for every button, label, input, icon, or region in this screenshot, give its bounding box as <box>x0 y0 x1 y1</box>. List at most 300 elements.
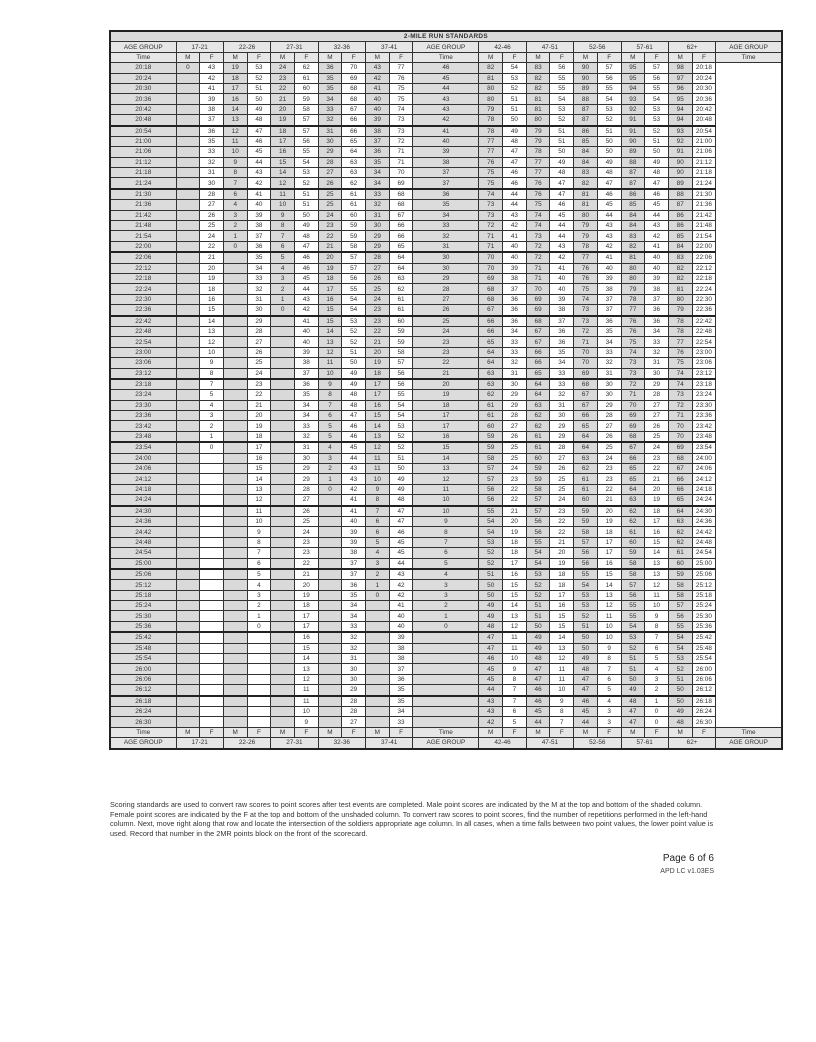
male-score-cell: 5 <box>271 252 295 263</box>
male-score-cell: 14 <box>318 326 342 336</box>
male-score-cell: 41 <box>366 83 390 93</box>
time-cell: 13 <box>413 464 479 474</box>
male-score-cell: 20 <box>366 347 390 357</box>
male-score-cell: 48 <box>621 696 645 707</box>
age-group-27-31: 27-31 <box>271 738 318 749</box>
female-score-cell: 54 <box>294 157 318 167</box>
female-label: F <box>503 52 527 62</box>
male-score-cell: 1 <box>318 474 342 484</box>
female-score-cell: 60 <box>389 316 413 327</box>
female-score-cell: 21:36 <box>692 200 716 210</box>
male-score-cell: 64 <box>526 379 550 390</box>
male-score-cell: 8 <box>318 390 342 400</box>
male-score-cell: 52 <box>574 611 598 621</box>
male-score-cell: 49 <box>574 654 598 664</box>
female-score-cell: 51 <box>294 200 318 210</box>
male-score-cell: 0 <box>271 305 295 316</box>
male-score-cell: 5 <box>318 421 342 431</box>
female-score-cell: 23 <box>503 474 527 484</box>
female-score-cell: 3 <box>597 707 621 717</box>
male-score-cell <box>318 621 342 632</box>
male-score-cell: 19 <box>223 63 247 73</box>
female-score-cell: 28 <box>342 696 366 707</box>
female-score-cell: 36 <box>200 126 224 137</box>
female-score-cell: 45 <box>597 200 621 210</box>
female-score-cell: 32 <box>200 157 224 167</box>
male-score-cell <box>223 707 247 717</box>
female-score-cell: 60 <box>294 83 318 93</box>
female-score-cell: 30 <box>597 390 621 400</box>
female-score-cell <box>200 580 224 590</box>
female-score-cell: 21 <box>550 537 574 547</box>
time-label: Time <box>413 52 479 62</box>
male-score-cell: 46 <box>526 685 550 696</box>
male-score-cell: 90 <box>668 168 692 178</box>
male-score-cell: 22 <box>318 231 342 241</box>
male-score-cell: 16 <box>271 147 295 157</box>
time-cell: 30 <box>413 252 479 263</box>
male-score-cell: 54 <box>526 548 550 558</box>
male-score-cell: 51 <box>574 621 598 632</box>
female-score-cell: 40 <box>389 611 413 621</box>
male-score-cell: 73 <box>526 231 550 241</box>
female-score-cell: 30 <box>342 664 366 674</box>
male-score-cell: 67 <box>668 464 692 474</box>
female-score-cell: 49 <box>247 104 271 114</box>
male-score-cell: 56 <box>668 611 692 621</box>
female-score-cell: 28 <box>597 411 621 421</box>
male-score-cell: 92 <box>668 136 692 146</box>
male-score-cell <box>271 654 295 664</box>
female-score-cell: 23:42 <box>692 421 716 431</box>
female-score-cell: 69 <box>389 178 413 189</box>
male-score-cell: 10 <box>318 368 342 379</box>
male-score-cell <box>176 411 200 421</box>
male-score-cell <box>223 347 247 357</box>
male-score-cell: 56 <box>526 527 550 537</box>
male-score-cell <box>223 548 247 558</box>
male-score-cell: 71 <box>668 411 692 421</box>
female-score-cell: 46 <box>597 189 621 200</box>
male-score-cell: 78 <box>668 316 692 327</box>
male-score-cell: 51 <box>526 601 550 611</box>
female-label: F <box>342 727 366 737</box>
female-score-cell: 32 <box>247 284 271 294</box>
male-score-cell: 34 <box>318 94 342 104</box>
female-score-cell: 68 <box>389 189 413 200</box>
male-score-cell: 62 <box>526 421 550 431</box>
time-cell: 37 <box>413 178 479 189</box>
female-score-cell: 73 <box>389 126 413 137</box>
female-score-cell: 66 <box>389 231 413 241</box>
female-score-cell: 25:18 <box>692 590 716 600</box>
time-cell: 20:54 <box>110 126 176 137</box>
female-score-cell: 19 <box>597 516 621 526</box>
male-score-cell: 48 <box>668 717 692 727</box>
male-score-cell: 14 <box>223 104 247 114</box>
time-cell: 3 <box>413 590 479 600</box>
male-score-cell: 45 <box>479 664 503 674</box>
male-score-cell <box>223 696 247 707</box>
male-score-cell: 35 <box>318 73 342 83</box>
male-label: M <box>318 727 342 737</box>
male-score-cell <box>271 400 295 410</box>
version-label: APD LC v1.03ES <box>660 868 714 875</box>
female-score-cell: 49 <box>645 157 669 167</box>
table-row <box>110 707 782 717</box>
female-score-cell: 47 <box>389 516 413 526</box>
table-row <box>110 273 782 283</box>
female-score-cell: 15 <box>597 569 621 580</box>
female-score-cell: 25 <box>503 453 527 463</box>
male-score-cell: 96 <box>668 83 692 93</box>
male-score-cell: 61 <box>574 484 598 494</box>
female-score-cell: 8 <box>645 621 669 632</box>
male-score-cell <box>176 126 200 137</box>
male-score-cell <box>176 337 200 347</box>
female-score-cell: 52 <box>342 337 366 347</box>
female-score-cell: 51 <box>550 136 574 146</box>
female-score-cell: 61 <box>342 189 366 200</box>
female-score-cell: 22 <box>550 527 574 537</box>
male-score-cell: 18 <box>366 368 390 379</box>
female-score-cell: 29 <box>597 400 621 410</box>
male-score-cell: 71 <box>621 390 645 400</box>
male-score-cell: 35 <box>366 157 390 167</box>
female-score-cell <box>200 632 224 643</box>
female-score-cell: 70 <box>342 63 366 73</box>
time-cell: 21:42 <box>110 210 176 220</box>
male-score-cell <box>318 643 342 653</box>
time-cell: 27 <box>413 294 479 304</box>
male-score-cell: 53 <box>574 601 598 611</box>
male-score-cell <box>223 263 247 273</box>
male-score-cell: 77 <box>479 136 503 146</box>
male-score-cell: 73 <box>574 305 598 316</box>
male-score-cell <box>366 717 390 727</box>
female-score-cell: 49 <box>503 126 527 137</box>
female-score-cell: 31 <box>342 654 366 664</box>
male-label: M <box>621 52 645 62</box>
female-score-cell: 18 <box>247 431 271 442</box>
female-score-cell: 7 <box>550 717 574 727</box>
female-score-cell: 10 <box>597 632 621 643</box>
male-score-cell: 36 <box>318 63 342 73</box>
male-score-cell: 50 <box>621 674 645 684</box>
female-score-cell <box>200 453 224 463</box>
female-score-cell: 25 <box>503 442 527 453</box>
female-score-cell: 20:18 <box>692 63 716 73</box>
male-score-cell: 57 <box>526 506 550 517</box>
time-cell: 43 <box>413 104 479 114</box>
male-score-cell: 73 <box>479 200 503 210</box>
female-score-cell: 20 <box>247 411 271 421</box>
male-score-cell <box>223 664 247 674</box>
male-label: M <box>574 727 598 737</box>
female-score-cell: 43 <box>342 474 366 484</box>
male-score-cell: 15 <box>366 411 390 421</box>
female-score-cell: 37 <box>294 368 318 379</box>
time-cell <box>413 632 479 643</box>
female-score-cell: 42 <box>200 73 224 83</box>
female-score-cell: 56 <box>645 73 669 83</box>
female-score-cell: 15 <box>550 611 574 621</box>
female-score-cell: 34 <box>389 707 413 717</box>
male-score-cell: 26 <box>366 273 390 283</box>
male-score-cell <box>271 516 295 526</box>
female-score-cell: 47 <box>503 157 527 167</box>
table-row <box>110 442 782 453</box>
female-score-cell: 21 <box>247 400 271 410</box>
male-score-cell: 74 <box>479 189 503 200</box>
female-score-cell: 9 <box>645 611 669 621</box>
time-cell: 43 <box>413 94 479 104</box>
female-score-cell: 48 <box>597 168 621 178</box>
female-score-cell: 20 <box>550 548 574 558</box>
female-score-cell: 17 <box>597 548 621 558</box>
female-score-cell: 43 <box>597 231 621 241</box>
male-score-cell: 50 <box>526 621 550 632</box>
male-score-cell <box>271 632 295 643</box>
male-score-cell <box>223 421 247 431</box>
male-score-cell: 79 <box>574 231 598 241</box>
male-score-cell: 52 <box>479 558 503 569</box>
male-score-cell <box>318 590 342 600</box>
time-cell: 25:06 <box>110 569 176 580</box>
female-score-cell: 5 <box>247 569 271 580</box>
male-score-cell: 29 <box>366 231 390 241</box>
male-score-cell: 13 <box>366 431 390 442</box>
male-score-cell: 74 <box>574 294 598 304</box>
female-score-cell: 75 <box>389 94 413 104</box>
male-score-cell: 95 <box>621 73 645 83</box>
female-score-cell: 22 <box>200 241 224 252</box>
female-score-cell: 71 <box>389 147 413 157</box>
male-score-cell: 75 <box>621 337 645 347</box>
female-score-cell: 23 <box>597 464 621 474</box>
male-score-cell: 3 <box>366 558 390 569</box>
female-score-cell: 54 <box>597 94 621 104</box>
male-label: M <box>271 727 295 737</box>
male-score-cell: 89 <box>668 178 692 189</box>
time-cell: 39 <box>413 147 479 157</box>
male-score-cell: 37 <box>366 136 390 146</box>
female-score-cell: 46 <box>550 200 574 210</box>
female-score-cell: 6 <box>597 674 621 684</box>
male-score-cell: 68 <box>668 453 692 463</box>
female-score-cell: 27 <box>550 453 574 463</box>
female-score-cell: 60 <box>342 210 366 220</box>
female-score-cell: 40 <box>645 263 669 273</box>
female-score-cell: 66 <box>389 221 413 231</box>
female-score-cell: 37 <box>550 316 574 327</box>
male-score-cell: 70 <box>479 252 503 263</box>
female-score-cell: 38 <box>389 643 413 653</box>
male-score-cell: 50 <box>479 580 503 590</box>
time-cell: 20:48 <box>110 115 176 126</box>
age-group-label: AGE GROUP <box>110 738 176 749</box>
female-score-cell: 59 <box>389 337 413 347</box>
male-score-cell: 61 <box>526 442 550 453</box>
table-row <box>110 241 782 252</box>
male-score-cell <box>271 527 295 537</box>
male-score-cell <box>271 696 295 707</box>
male-score-cell: 27 <box>366 263 390 273</box>
female-score-cell: 26:06 <box>692 674 716 684</box>
male-label: M <box>176 52 200 62</box>
time-cell <box>413 674 479 684</box>
male-score-cell: 69 <box>621 411 645 421</box>
male-score-cell: 57 <box>574 537 598 547</box>
female-score-cell: 61 <box>389 305 413 316</box>
time-cell: 22 <box>413 358 479 368</box>
female-score-cell: 33 <box>342 621 366 632</box>
time-cell: 3 <box>413 580 479 590</box>
male-score-cell: 79 <box>526 136 550 146</box>
female-score-cell: 45 <box>645 200 669 210</box>
male-score-cell <box>318 495 342 506</box>
male-score-cell: 75 <box>668 358 692 368</box>
male-score-cell: 66 <box>526 358 550 368</box>
female-score-cell: 7 <box>503 696 527 707</box>
female-score-cell: 29 <box>550 431 574 442</box>
female-score-cell: 22 <box>645 464 669 474</box>
male-score-cell: 81 <box>574 200 598 210</box>
male-score-cell: 67 <box>479 305 503 316</box>
male-score-cell <box>176 569 200 580</box>
male-score-cell: 79 <box>479 104 503 114</box>
female-score-cell: 2 <box>645 685 669 696</box>
male-score-cell <box>271 569 295 580</box>
female-score-cell: 21:30 <box>692 189 716 200</box>
male-score-cell: 1 <box>223 231 247 241</box>
female-score-cell: 47 <box>597 178 621 189</box>
female-score-cell: 55 <box>342 284 366 294</box>
female-score-cell: 24:30 <box>692 506 716 517</box>
male-score-cell <box>318 601 342 611</box>
male-score-cell: 0 <box>176 63 200 73</box>
male-score-cell: 33 <box>318 104 342 114</box>
male-score-cell <box>176 210 200 220</box>
male-score-cell: 50 <box>668 696 692 707</box>
female-score-cell: 20 <box>294 580 318 590</box>
female-score-cell: 17 <box>247 442 271 453</box>
female-score-cell <box>247 696 271 707</box>
male-score-cell: 25 <box>318 200 342 210</box>
male-score-cell: 1 <box>366 580 390 590</box>
male-score-cell: 6 <box>271 241 295 252</box>
female-score-cell: 25:12 <box>692 580 716 590</box>
male-score-cell: 65 <box>574 421 598 431</box>
female-score-cell: 50 <box>342 358 366 368</box>
male-score-cell <box>366 674 390 684</box>
male-score-cell: 14 <box>366 421 390 431</box>
female-score-cell: 1 <box>200 431 224 442</box>
female-score-cell: 56 <box>389 379 413 390</box>
time-label: Time <box>110 727 176 737</box>
female-score-cell: 34 <box>645 326 669 336</box>
female-score-cell: 11 <box>294 685 318 696</box>
female-score-cell: 42 <box>342 484 366 494</box>
time-cell: 10 <box>413 495 479 506</box>
female-score-cell: 29 <box>503 390 527 400</box>
male-score-cell: 17 <box>318 284 342 294</box>
male-score-cell: 28 <box>366 252 390 263</box>
male-score-cell: 50 <box>479 590 503 600</box>
female-score-cell: 21:54 <box>692 231 716 241</box>
male-score-cell <box>271 580 295 590</box>
female-score-cell: 22 <box>503 484 527 494</box>
female-score-cell: 25 <box>200 221 224 231</box>
male-score-cell: 16 <box>223 94 247 104</box>
female-score-cell: 11 <box>597 611 621 621</box>
male-score-cell: 54 <box>526 558 550 569</box>
age-group-32-36: 32-36 <box>318 738 365 749</box>
female-score-cell: 26:24 <box>692 707 716 717</box>
male-score-cell: 54 <box>621 621 645 632</box>
male-score-cell: 66 <box>526 347 550 357</box>
female-score-cell: 18 <box>200 284 224 294</box>
male-score-cell: 12 <box>366 442 390 453</box>
female-score-cell: 41 <box>645 241 669 252</box>
male-score-cell: 21 <box>318 241 342 252</box>
female-score-cell: 14 <box>503 601 527 611</box>
female-score-cell: 26 <box>503 431 527 442</box>
male-score-cell: 57 <box>526 495 550 506</box>
female-score-cell: 30 <box>645 368 669 379</box>
male-score-cell <box>176 527 200 537</box>
male-score-cell: 57 <box>479 464 503 474</box>
time-label: Time <box>716 52 782 62</box>
female-score-cell: 37 <box>247 231 271 241</box>
male-score-cell: 85 <box>621 200 645 210</box>
female-score-cell: 3 <box>200 411 224 421</box>
male-label: M <box>479 52 503 62</box>
table-row <box>110 136 782 146</box>
male-score-cell: 57 <box>621 580 645 590</box>
female-score-cell: 18 <box>550 569 574 580</box>
female-score-cell: 37 <box>645 294 669 304</box>
male-score-cell <box>223 316 247 327</box>
male-score-cell: 23 <box>318 221 342 231</box>
male-score-cell: 36 <box>366 147 390 157</box>
male-score-cell <box>176 390 200 400</box>
female-score-cell: 24:24 <box>692 495 716 506</box>
female-score-cell: 23:06 <box>692 358 716 368</box>
male-score-cell: 51 <box>668 674 692 684</box>
male-score-cell: 55 <box>526 537 550 547</box>
female-score-cell: 42 <box>294 305 318 316</box>
score-rows <box>110 63 782 728</box>
table-row <box>110 537 782 547</box>
male-score-cell <box>176 316 200 327</box>
female-score-cell: 25:42 <box>692 632 716 643</box>
male-score-cell: 32 <box>366 200 390 210</box>
female-score-cell: 17 <box>294 621 318 632</box>
female-score-cell: 15 <box>645 537 669 547</box>
female-score-cell: 31 <box>597 368 621 379</box>
male-score-cell: 12 <box>223 126 247 137</box>
time-cell: 26 <box>413 305 479 316</box>
table-row <box>110 506 782 517</box>
female-score-cell: 49 <box>294 221 318 231</box>
time-cell: 23:00 <box>110 347 176 357</box>
male-score-cell: 46 <box>526 696 550 707</box>
male-score-cell: 76 <box>574 263 598 273</box>
female-score-cell: 19 <box>294 590 318 600</box>
male-score-cell: 80 <box>621 273 645 283</box>
female-score-cell: 7 <box>200 379 224 390</box>
